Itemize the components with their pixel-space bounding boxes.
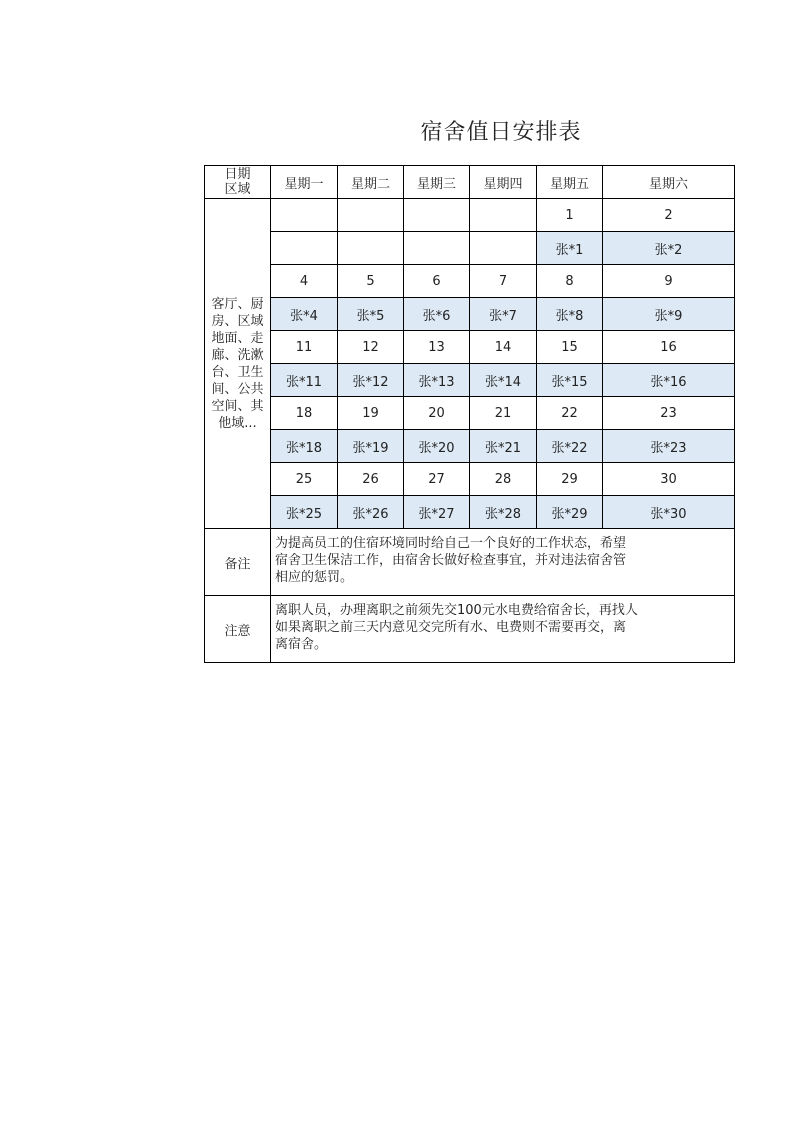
name-cell-tue: 张*26 — [338, 496, 404, 529]
name-cell-mon: 张*25 — [271, 496, 338, 529]
name-cell-fri: 张*8 — [537, 298, 603, 331]
name-cell-sat: 张*16 — [603, 364, 735, 397]
date-cell-fri: 22 — [537, 397, 603, 430]
attention-row-line: 离宿舍。 — [275, 637, 328, 652]
name-row — [205, 298, 735, 331]
date-cell-thu: 7 — [470, 265, 537, 298]
date-cell-sat: 30 — [603, 463, 735, 496]
date-cell-tue — [338, 199, 404, 232]
schedule-table — [204, 165, 735, 663]
date-row — [205, 463, 735, 496]
name-row — [205, 232, 735, 265]
date-cell-thu: 28 — [470, 463, 537, 496]
attention-row — [205, 596, 735, 663]
date-cell-thu: 21 — [470, 397, 537, 430]
date-cell-fri: 1 — [537, 199, 603, 232]
attention-row-label: 注意 — [205, 596, 271, 663]
day-header-fri: 星期五 — [537, 166, 603, 199]
date-cell-sat: 23 — [603, 397, 735, 430]
date-cell-fri: 15 — [537, 331, 603, 364]
corner-header-cell — [205, 166, 271, 199]
corner-date-label: 日期 — [224, 167, 251, 182]
name-cell-mon: 张*18 — [271, 430, 338, 463]
name-cell-tue: 张*19 — [338, 430, 404, 463]
date-cell-wed: 13 — [404, 331, 470, 364]
remarks-row-line: 相应的惩罚。 — [275, 570, 354, 585]
date-cell-mon — [271, 199, 338, 232]
date-cell-wed: 20 — [404, 397, 470, 430]
name-cell-wed: 张*13 — [404, 364, 470, 397]
date-cell-tue: 26 — [338, 463, 404, 496]
date-cell-mon: 18 — [271, 397, 338, 430]
day-header-sat: 星期六 — [603, 166, 735, 199]
name-cell-tue — [338, 232, 404, 265]
date-cell-tue: 19 — [338, 397, 404, 430]
page-title: 宿舍值日安排表 — [420, 120, 582, 145]
date-row — [205, 199, 735, 232]
date-cell-sat: 16 — [603, 331, 735, 364]
date-cell-fri: 8 — [537, 265, 603, 298]
name-cell-fri: 张*29 — [537, 496, 603, 529]
date-cell-wed — [404, 199, 470, 232]
name-cell-thu: 张*7 — [470, 298, 537, 331]
date-cell-thu: 14 — [470, 331, 537, 364]
name-cell-tue: 张*12 — [338, 364, 404, 397]
name-row — [205, 430, 735, 463]
name-cell-wed — [404, 232, 470, 265]
name-cell-tue: 张*5 — [338, 298, 404, 331]
name-cell-mon: 张*11 — [271, 364, 338, 397]
name-row — [205, 496, 735, 529]
attention-row-line: 离职人员，办理离职之前须先交100元水电费给宿舍长，再找人 — [275, 603, 638, 618]
schedule-sheet — [204, 165, 688, 669]
date-row — [205, 331, 735, 364]
date-row — [205, 265, 735, 298]
date-cell-tue: 12 — [338, 331, 404, 364]
header-row — [205, 166, 735, 199]
name-cell-sat: 张*9 — [603, 298, 735, 331]
remarks-row-line: 宿舍卫生保洁工作，由宿舍长做好检查事宜，并对违法宿舍管 — [275, 553, 627, 568]
name-cell-mon: 张*4 — [271, 298, 338, 331]
date-cell-wed: 6 — [404, 265, 470, 298]
name-cell-wed: 张*20 — [404, 430, 470, 463]
name-cell-wed: 张*6 — [404, 298, 470, 331]
date-cell-mon: 4 — [271, 265, 338, 298]
remarks-row-line: 为提高员工的住宿环境同时给自己一个良好的工作状态，希望 — [275, 536, 627, 551]
remarks-row — [205, 529, 735, 596]
name-cell-thu — [470, 232, 537, 265]
date-cell-mon: 11 — [271, 331, 338, 364]
day-header-tue: 星期二 — [338, 166, 404, 199]
date-cell-thu — [470, 199, 537, 232]
name-cell-thu: 张*28 — [470, 496, 537, 529]
attention-row-line: 如果离职之前三天内意见交完所有水、电费则不需要再交，离 — [275, 620, 627, 635]
date-cell-sat: 9 — [603, 265, 735, 298]
day-header-mon: 星期一 — [271, 166, 338, 199]
name-row — [205, 364, 735, 397]
name-cell-sat: 张*30 — [603, 496, 735, 529]
corner-area-label: 区域 — [224, 182, 251, 197]
remarks-row-label: 备注 — [205, 529, 271, 596]
name-cell-fri: 张*15 — [537, 364, 603, 397]
name-cell-fri: 张*22 — [537, 430, 603, 463]
date-cell-wed: 27 — [404, 463, 470, 496]
date-cell-tue: 5 — [338, 265, 404, 298]
name-cell-thu: 张*14 — [470, 364, 537, 397]
name-cell-mon — [271, 232, 338, 265]
date-cell-sat: 2 — [603, 199, 735, 232]
remarks-row-text — [271, 529, 735, 596]
name-cell-fri: 张*1 — [537, 232, 603, 265]
date-cell-fri: 29 — [537, 463, 603, 496]
day-header-thu: 星期四 — [470, 166, 537, 199]
name-cell-thu: 张*21 — [470, 430, 537, 463]
name-cell-sat: 张*23 — [603, 430, 735, 463]
date-cell-mon: 25 — [271, 463, 338, 496]
name-cell-sat: 张*2 — [603, 232, 735, 265]
area-cell: 客厅、厨房、区域地面、走廊、洗漱台、卫生间、公共空间、其他域... — [205, 199, 271, 529]
name-cell-wed: 张*27 — [404, 496, 470, 529]
attention-row-text — [271, 596, 735, 663]
day-header-wed: 星期三 — [404, 166, 470, 199]
date-row — [205, 397, 735, 430]
